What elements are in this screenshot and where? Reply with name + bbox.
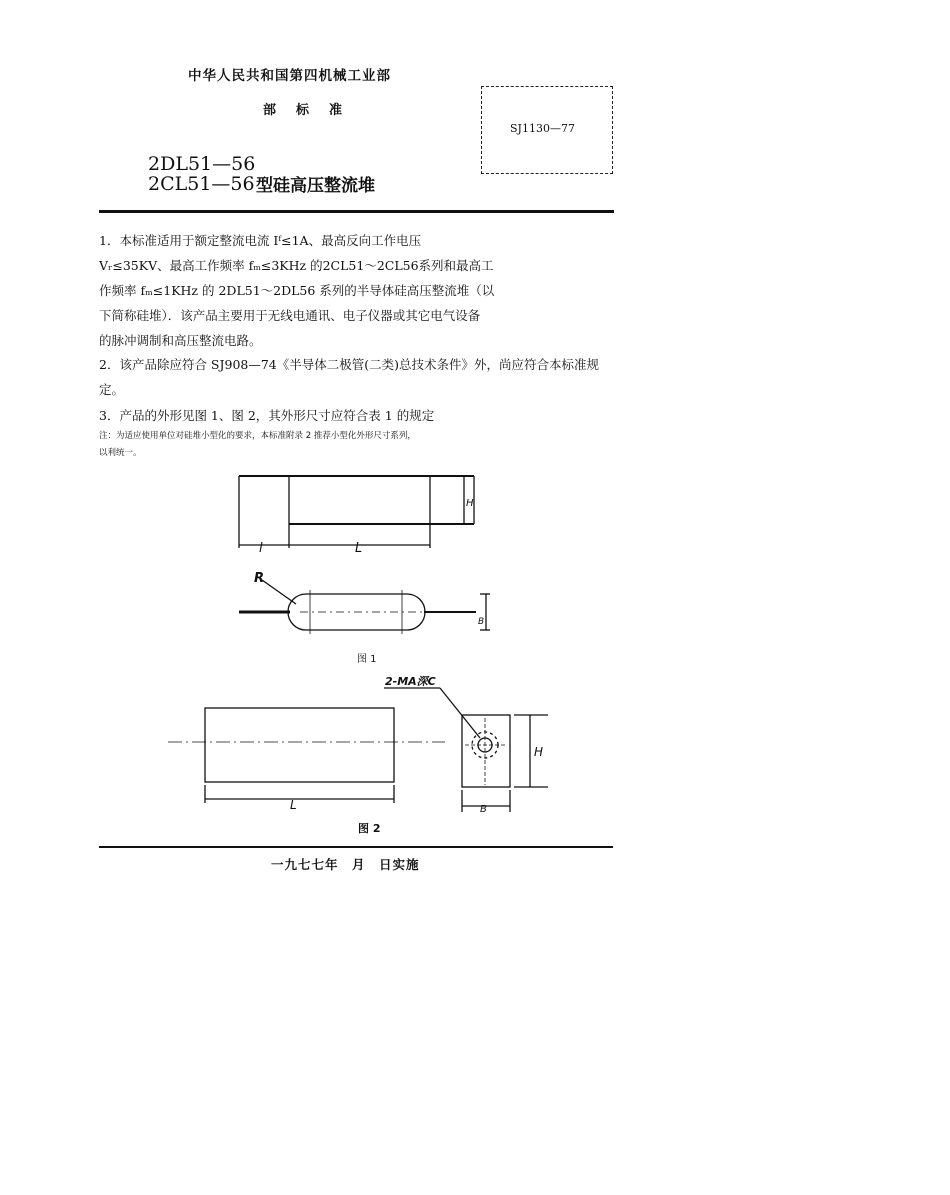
fig2-label-B: B	[480, 804, 487, 815]
model-line-1: 2DL51—56	[148, 153, 256, 175]
model-line-2: 2CL51—56	[148, 173, 255, 195]
fig1-label-l: l	[259, 541, 263, 556]
clause-2: 2．该产品除应符合 SJ908—74《半导体二极管(二类)总技术条件》外，尚应符合本标准规定。	[99, 357, 600, 397]
standard-type: 部标准	[263, 103, 363, 118]
fig1-label-B: B	[478, 617, 485, 627]
clause-1-line: Vᵣ≤35KV、最高工作频率 fₘ≤3KHz 的2CL51～2CL56系列和最高工	[99, 258, 494, 273]
clause-1-line: 1．本标准适用于额定整流电流 Iᶠ≤1A、最高反向工作电压	[99, 233, 422, 248]
figure-2-caption: 图 2	[358, 822, 381, 835]
fig2-callout: 2-MA深C	[385, 675, 436, 688]
document-title: 型硅高压整流堆	[256, 176, 375, 196]
fig1-label-R: R	[254, 571, 265, 586]
clause-1-line: 下简称硅堆）．该产品主要用于无线电通讯、电子仪器或其它电气设备	[99, 308, 481, 323]
fig1-label-H: H	[466, 498, 474, 509]
standard-code: SJ1130—77	[510, 122, 575, 135]
fig1-label-L: L	[355, 541, 363, 556]
clause-3: 3．产品的外形见图 1、图 2，其外形尺寸应符合表 1 的规定	[99, 408, 435, 423]
effective-date: 一九七七年 月 日实施	[271, 857, 420, 872]
clause-1-line: 的脉冲调制和高压整流电路。	[99, 333, 262, 348]
fig2-label-H: H	[534, 745, 544, 759]
ministry-name: 中华人民共和国第四机械工业部	[188, 68, 391, 84]
clause-1-line: 作频率 fₘ≤1KHz 的 2DL51～2DL56 系列的半导体硅高压整流堆（以	[99, 283, 495, 298]
note-line: 注：为适应使用单位对硅堆小型化的要求，本标准附录 2 推荐小型化外形尺寸系列，	[99, 431, 416, 441]
note-line: 以利统一。	[99, 448, 142, 458]
fig2-label-L: L	[290, 798, 297, 812]
footer-divider	[99, 846, 613, 848]
figure-1-caption: 图 1	[357, 654, 377, 665]
